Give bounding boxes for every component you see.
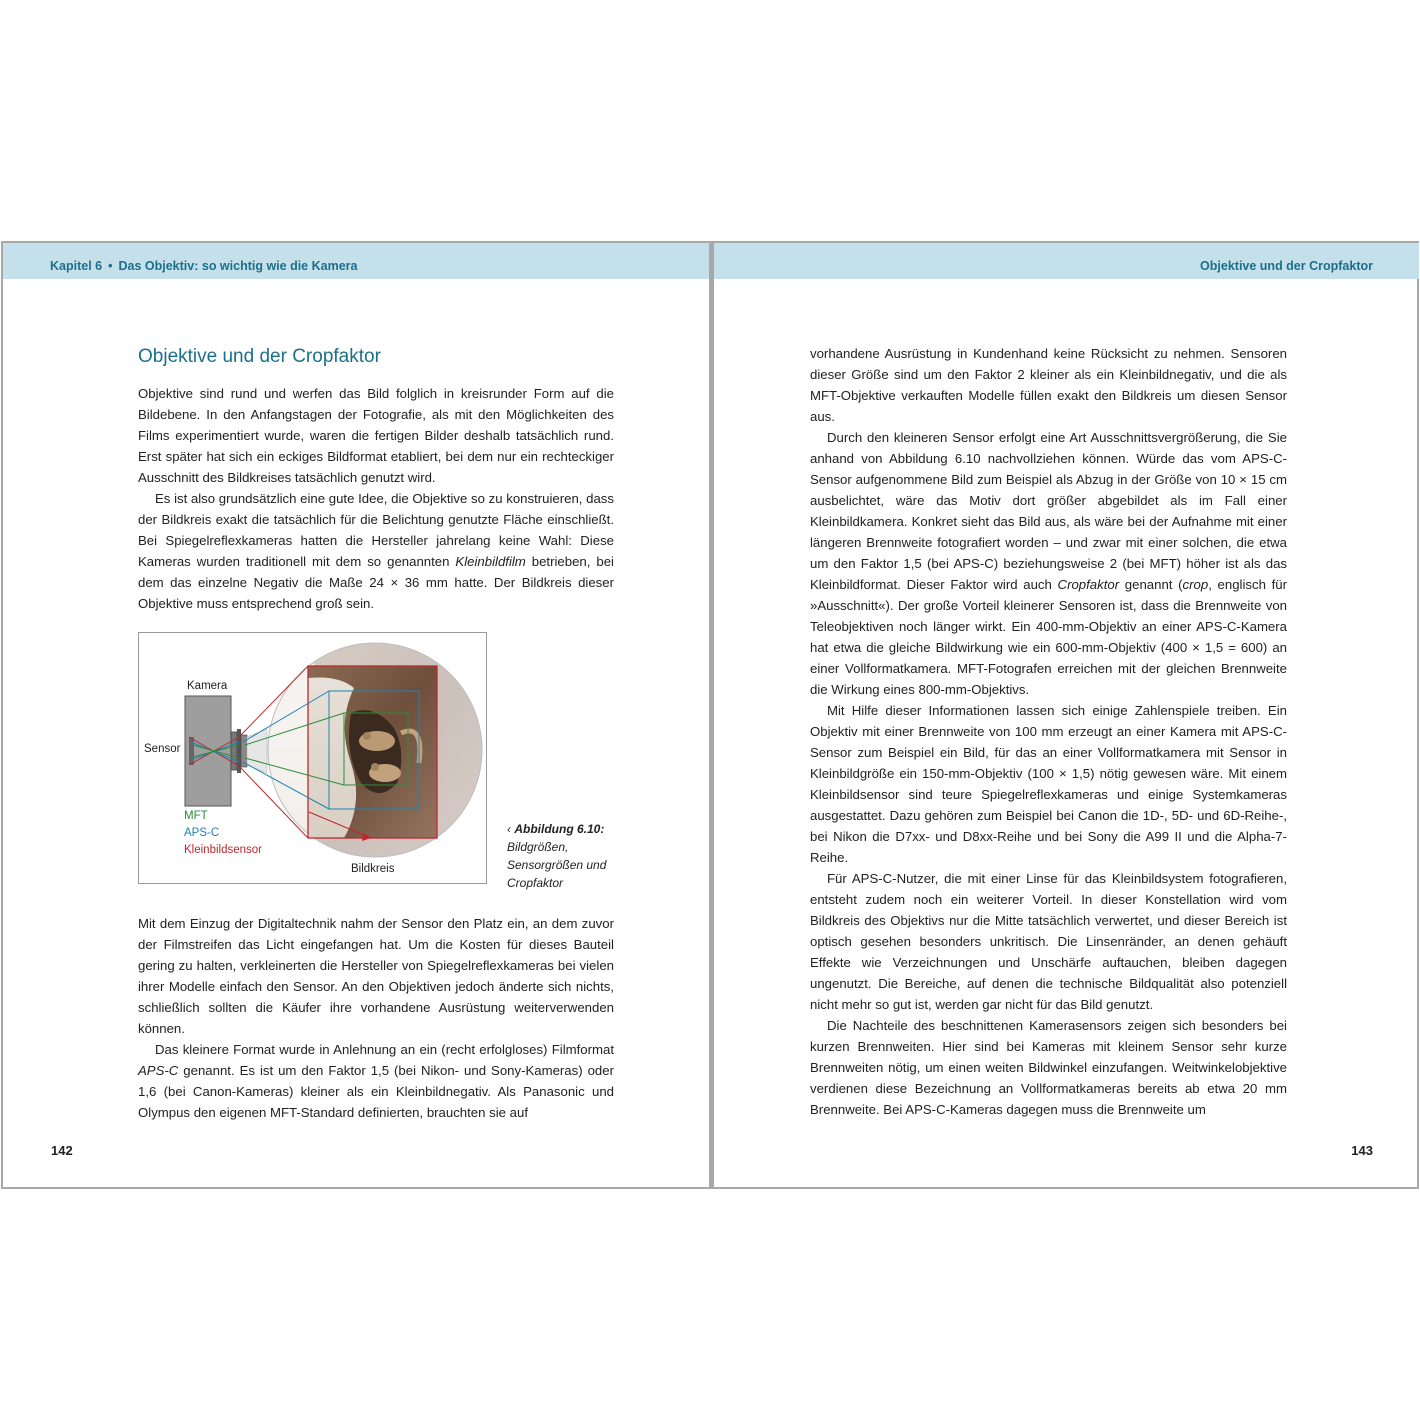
header-chapter-title: Das Objektiv: so wichtig wie die Kamera: [118, 259, 358, 273]
right-page: [714, 243, 1419, 1187]
header-chapter: Kapitel 6: [50, 259, 103, 273]
figure-crop-factor: [138, 632, 487, 884]
book-spread: [1, 241, 1419, 1189]
right-text: [810, 343, 1287, 1120]
paragraph: vorhandene Ausrüstung in Kundenhand keine Rücksicht zu nehmen. Sensoren dieser Größe sind um den Faktor 2 kleiner als ein Kleinbildnegativ, und die als MFT-Objektive verkauften Modelle füllen exakt den Bildkreis um diesen Sensor aus.: [810, 346, 1287, 424]
page-number-left: 142: [51, 1143, 73, 1158]
paragraph: Mit dem Einzug der Digitaltechnik nahm der Sensor den Platz ein, an dem zuvor der Filmstreifen das Licht eingefangen hat. Um die Kosten für dieses Bauteil gering zu halten, verkleinerten die Hersteller von Spiegelreflexkameras bei vielen ihrer Modelle einfach den Sensor. An den Objektiven jedoch änderte sich nichts, schließlich sollten die Käufer ihre vorhandene Ausrüstung weiterverwenden können.: [138, 916, 614, 1036]
caption-arrow-icon: ‹: [507, 822, 511, 836]
paragraph: Für APS-C-Nutzer, die mit einer Linse für das Kleinbildsystem fotografieren, entsteht zudem noch ein weiterer Vorteil. In dieser Konstellation wird vom Bildkreis des Objektivs nur die Mitte tatsächlich verwertet, und dieser Bereich ist optisch gesehen besonders unkritisch. Die Linsenränder, an denen gehäuft Effekte wie Verzeichnungen und Unschärfe auftauchen, bleiben dagegen ungenutzt. Die Bereiche, auf denen die technische Bildqualität also potenziell nicht mehr so gut ist, werden gar nicht für das Bild genutzt.: [810, 871, 1287, 1012]
sensor-plate: [189, 737, 194, 765]
caption-title: Abbildung 6.10:: [514, 822, 605, 836]
paragraph: [138, 488, 614, 614]
paragraph: Mit Hilfe dieser Informationen lassen sich einige Zahlenspiele treiben. Ein Objektiv mit einer Brennweite von 100 mm erzeugt an einer Kamera mit APS-C-Sensor zum Beispiel ein Bild, für das an einer Vollformatkamera mit Sensor in Kleinbildgröße ein 150-mm-Objektiv (100 × 1,5) nötig gewesen wäre. Mit einem Kleinbildsensor sind teure Spiegelreflexkameras und einige Systemkameras ausgestattet. Dazu gehören zum Beispiel bei Canon die 1D-, 5D- und 6D-Reihe-, bei Nikon die D7xx- und D8xx-Reihe und bei Sony die A99 II und die Alpha-7-Reihe.: [810, 703, 1287, 865]
left-text-bottom: [138, 913, 614, 1123]
paragraph: Die Nachteile des beschnittenen Kamerasensors zeigen sich besonders bei kurzen Brennweiten. Hier sind bei Kameras mit kleinem Sensor sehr kurze Brennweiten nötig, um einen weiten Bildwinkel einzufangen. Weitwinkelobjektive verdienen diese Bezeichnung an Vollformatkameras bereits ab etwa 20 mm Brennweite. Bei APS-C-Kameras dagegen muss die Brennweite um: [810, 1018, 1287, 1117]
label-mft: MFT: [184, 810, 208, 822]
paragraph: [138, 1039, 614, 1123]
label-fullframe: Kleinbildsensor: [184, 844, 262, 856]
paragraph: [810, 427, 1287, 700]
para-r2-rich: Durch den kleineren Sensor erfolgt eine Art Ausschnittsvergrößerung, die Sie anhand von Abbildung 6.10 nachvollziehen können. Würde das vom APS-C-Sensor aufgenommene Bild zum Beispiel als Abzug in der Größe von 10 × 15 cm ausbelichtet, wäre das Motiv dort größer abgebildet als im Fall einer Kleinbildkamera. Konkret sieht das Bild aus, als wäre bei der Aufnahme mit einer längeren Brennweite fotografiert worden – und zwar mit einer solchen, die etwa um den Faktor 1,5 (bei APS-C) beziehungsweise 2 (bei MFT) höher ist als das Kleinbildformat. Dieser Faktor wird auch Cropfaktor genannt (crop, englisch für »Ausschnitt«). Der große Vorteil kleinerer Sensoren ist, dass die Brennweite von Teleobjektiven noch länger wirkt. Ein 400-mm-Objektiv an einer APS-C-Kamera hat etwa die gleiche Bildwirkung wie ein 600-mm-Objektiv (400 × 1,5 = 600) an einer Vollformatkamera. MFT-Fotografen erreichen mit der gleichen Brennweite die Wirkung eines 800-mm-Objektivs.: [810, 430, 1287, 697]
left-running-header: [3, 243, 709, 279]
label-sensor: Sensor: [144, 743, 181, 755]
header-section-title: Objektive und der Cropfaktor: [1200, 259, 1373, 273]
para-2-rich: Es ist also grundsätzlich eine gute Idee, die Objektive so zu konstruieren, dass der Bildkreis exakt die tatsächlich für die Belichtung genutzte Fläche einschließt. Bei Spiegelreflexkameras hatten die Hersteller jahrelang keine Wahl: Diese Kameras wurden traditionell mit dem so genannten Kleinbildfilm betrieben, bei dem das einzelne Negativ die Maße 24 × 36 mm hatte. Der Bildkreis dieser Objektive muss entsprechend groß sein.: [138, 491, 614, 611]
left-text-top: [138, 383, 614, 614]
label-image-circle: Bildkreis: [351, 863, 395, 875]
light-cone: [247, 729, 267, 773]
page-number-right: 143: [1351, 1143, 1373, 1158]
figure-caption: [507, 820, 625, 892]
right-running-header: [714, 243, 1419, 279]
label-camera: Kamera: [187, 680, 228, 692]
left-page: [3, 243, 709, 1187]
caption-text: Bildgrößen, Sensorgrößen und Cropfaktor: [507, 840, 607, 890]
label-apsc: APS-C: [184, 827, 220, 839]
header-separator: •: [108, 259, 113, 273]
paragraph: Objektive sind rund und werfen das Bild folglich in kreisrunder Form auf die Bildebene. In den Anfangstagen der Fotografie, als mit den Möglichkeiten des Films experimentiert wurde, waren die fertigen Bilder deshalb tatsächlich rund. Erst später hat sich ein eckiges Bildformat etabliert, bei dem nur ein rechteckiger Ausschnitt des Bildkreises tatsächlich genutzt wird.: [138, 386, 614, 485]
section-title: Objektive und der Cropfaktor: [138, 346, 381, 367]
para-4-rich: Das kleinere Format wurde in Anlehnung an ein (recht erfolgloses) Filmformat APS-C genannt. Es ist um den Faktor 1,5 (bei Nikon- und Sony-Kameras) oder 1,6 (bei Canon-Kameras) kleiner als ein Kleinbildnegativ. Als Panasonic und Olympus den eigenen MFT-Standard definierten, brauchten sie auf: [138, 1042, 614, 1120]
